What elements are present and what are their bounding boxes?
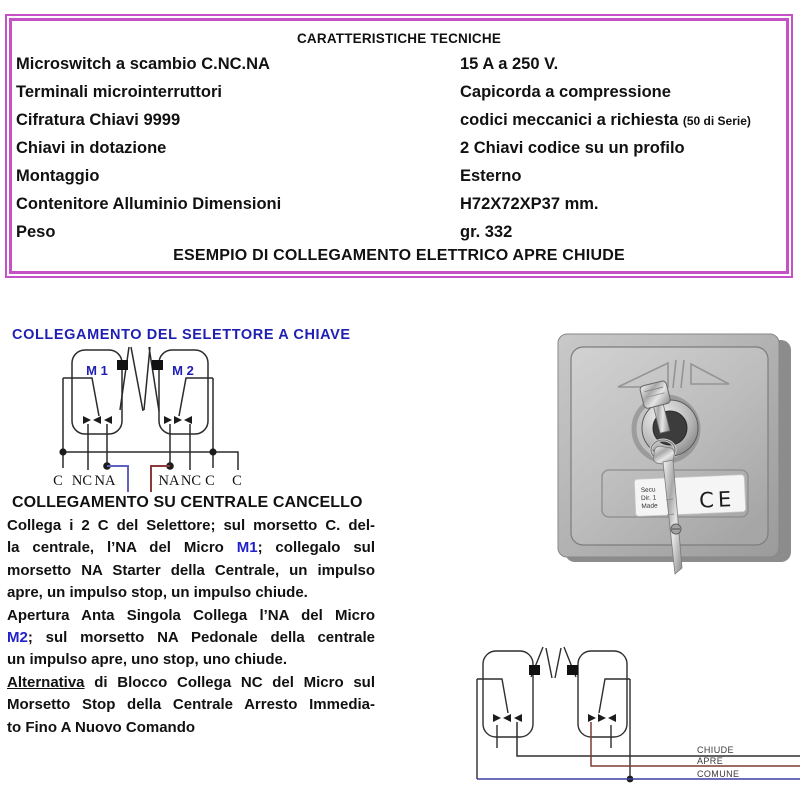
spec-row	[16, 50, 782, 78]
gate-micro2-button	[567, 665, 578, 675]
key-selector-photo	[548, 330, 798, 582]
instruction-line: to Fino A Nuovo Comando	[7, 718, 196, 736]
terminal-label-na1: NA	[94, 473, 116, 489]
spec-row	[16, 134, 782, 162]
spec-label: Montaggio	[16, 167, 100, 185]
terminal-label-nc2: NC	[180, 473, 202, 489]
spec-label: Microswitch a scambio C.NC.NA	[16, 55, 270, 73]
tech-specs-rows	[16, 50, 782, 246]
spec-label: Terminali microinterruttori	[16, 83, 222, 101]
micro-m2-lever	[144, 347, 159, 411]
spec-row	[16, 190, 782, 218]
gate-contact-arrows	[493, 714, 633, 782]
wire-apre	[591, 722, 800, 766]
instruction-line: Morsetto Stop della Centrale Arresto Immedia-	[7, 696, 375, 714]
spec-value-note: (50 di Serie)	[682, 114, 751, 128]
spec-label: Peso	[16, 223, 56, 241]
wire-chiude-label: CHIUDE	[697, 745, 734, 755]
terminal-label-common: C	[232, 473, 242, 489]
instruction-line: Apertura Anta Singola Collega l’NA del Micro	[7, 606, 375, 624]
terminal-label-c1: C	[53, 473, 63, 489]
instruction-line: la centrale, l’NA del Micro M1; collegalo sul	[7, 539, 375, 557]
spec-label: Cifratura Chiavi 9999	[16, 111, 181, 129]
tech-specs-box	[5, 14, 793, 278]
spec-value: 2 Chiavi codice su un profilo	[460, 139, 685, 157]
instruction-line: un impulso apre, uno stop, uno chiude.	[7, 651, 287, 669]
gate-micro1-body	[483, 651, 533, 737]
instructions-text	[7, 515, 375, 739]
spec-row	[16, 162, 782, 190]
label-text-line3: Made	[641, 502, 658, 511]
micro-m2-button	[152, 360, 163, 370]
terminal-label-na2: NA	[158, 473, 180, 489]
spec-value: 15 A a 250 V.	[460, 55, 559, 73]
tech-specs-title: CARATTERISTICHE TECNICHE	[296, 31, 502, 46]
spec-row	[16, 78, 782, 106]
terminal-label-nc1: NC	[71, 473, 93, 489]
instruction-line: M2; sul morsetto NA Pedonale della centrale	[7, 629, 375, 647]
label-text-line1: Secu	[640, 486, 656, 495]
instructions-heading: COLLEGAMENTO SU CENTRALE CANCELLO	[12, 494, 363, 511]
gate-micro1-common	[477, 679, 508, 713]
spec-value: gr. 332	[460, 223, 513, 241]
label-text-line2: Dir. 1	[640, 494, 657, 503]
micro-m1-common	[63, 378, 99, 416]
gate-micro2-common	[599, 679, 630, 713]
instruction-line: morsetto NA Starter della Centrale, un impulso	[7, 561, 375, 579]
spec-value: Esterno	[460, 167, 522, 185]
instructions-block	[7, 494, 375, 739]
micro-m1-label: M 1	[86, 363, 108, 378]
instruction-line: Collega i 2 C del Selettore; sul morsetto C. del-	[7, 517, 375, 534]
tech-specs-box-inner	[9, 18, 789, 274]
spec-value: codici meccanici a richiesta (50 di Serie)	[460, 111, 751, 129]
wire-comune-label: COMUNE	[697, 769, 740, 779]
wire-chiude	[517, 722, 800, 756]
terminal-label-c2: C	[205, 473, 215, 489]
wire-apre-label: APRE	[697, 756, 724, 766]
product-label	[634, 475, 746, 517]
micro-m1-lever	[120, 347, 143, 411]
selector-schematic	[40, 330, 255, 495]
selector-wiring-heading: COLLEGAMENTO DEL SELETTORE A CHIAVE	[12, 327, 351, 343]
spec-value: H72X72XP37 mm.	[460, 195, 599, 213]
spec-value: Capicorda a compressione	[460, 83, 671, 101]
gate-micro1-button	[529, 665, 540, 675]
ce-mark: CE	[698, 487, 736, 513]
micro-m2-label: M 2	[172, 363, 194, 378]
contact-arrows	[59, 416, 216, 470]
wiring-example-title: ESEMPIO DI COLLEGAMENTO ELETTRICO APRE CHIUDE	[173, 247, 625, 264]
spec-label: Contenitore Alluminio Dimensioni	[16, 195, 282, 213]
micro-m1-button	[117, 360, 128, 370]
instruction-line: apre, un impulso stop, un impulso chiude.	[7, 584, 308, 602]
gate-wiring-schematic	[450, 620, 800, 792]
spec-row	[16, 218, 782, 246]
spec-label: Chiavi in dotazione	[16, 139, 167, 157]
instruction-line: Alternativa di Blocco Collega NC del Micro sul	[7, 673, 375, 691]
spec-row	[16, 106, 782, 134]
